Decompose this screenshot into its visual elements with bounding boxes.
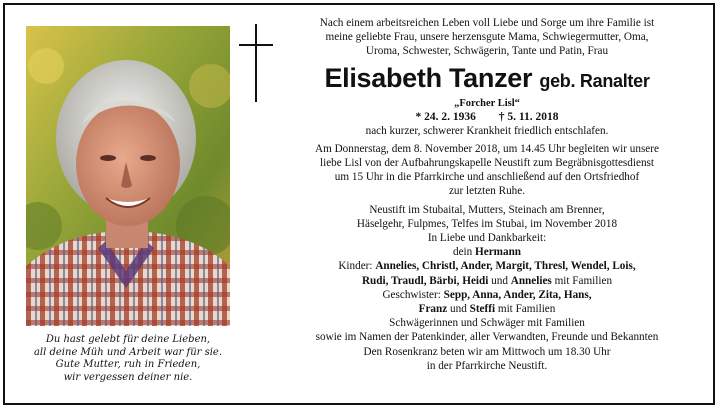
portrait-photo: [26, 26, 230, 326]
godchildren-line: sowie im Namen der Patenkinder, aller Verwandten, Freunde und Bekannten: [315, 331, 659, 344]
funeral-line: Am Donnerstag, dem 8. November 2018, um 14.45 Uhr begleiten wir unsere: [315, 142, 659, 155]
cross-icon: [239, 24, 273, 102]
notice-text: [272, 16, 702, 373]
nickname: „Forcher Lisl“: [454, 97, 520, 109]
poem-line: Du hast gelebt für deine Lieben,: [45, 334, 211, 345]
life-dates: [272, 110, 702, 124]
inlaws-line: Schwägerinnen und Schwäger mit Familien: [389, 317, 585, 330]
death-date: † 5. 11. 2018: [498, 110, 559, 123]
siblings-line: Geschwister: Sepp, Anna, Ander, Zita, Hans,: [382, 288, 592, 301]
children-line: Rudi, Traudl, Bärbi, Heidi und Annelies mit Familien: [361, 274, 613, 287]
maiden-name: geb. Ranalter: [539, 70, 650, 91]
husband-name: Hermann: [475, 246, 522, 259]
deceased-name: [272, 61, 702, 98]
children-line: Kinder: Annelies, Christl, Ander, Margit, Thresl, Wendel, Lois,: [338, 260, 636, 273]
places-line: Neustift im Stubaital, Mutters, Steinach am Brenner,: [369, 203, 605, 216]
siblings-line: Franz und Steffi mit Familien: [418, 303, 556, 316]
poem-line: wir vergessen deiner nie.: [63, 371, 193, 383]
memorial-poem: [18, 334, 238, 384]
funeral-line: um 15 Uhr in die Pfarrkirche und anschließend auf den Ortsfriedhof: [334, 171, 640, 184]
funeral-line: liebe Lisl von der Aufbahrungskapelle Neustift zum Begräbnisgottesdienst: [320, 157, 654, 170]
places-line: Häselgehr, Fulpmes, Telfes im Stubai, im November 2018: [356, 217, 618, 230]
rosary-line: in der Pfarrkirche Neustift.: [426, 359, 548, 372]
poem-line: all deine Müh und Arbeit war für sie.: [33, 346, 223, 358]
rosary-line: Den Rosenkranz beten wir am Mittwoch um 18.30 Uhr: [363, 345, 611, 358]
husband-line: dein Hermann: [452, 246, 522, 259]
intro-line: Nach einem arbeitsreichen Leben voll Liebe und Sorge um ihre Familie ist: [319, 17, 655, 29]
full-name: Elisabeth Tanzer: [324, 62, 533, 93]
funeral-line: zur letzten Ruhe.: [448, 185, 526, 198]
birth-date: * 24. 2. 1936: [415, 110, 476, 123]
intro-line: Uroma, Schwester, Schwägerin, Tante und Patin, Frau: [365, 45, 609, 58]
intro-line: meine geliebte Frau, unsere herzensgute Mama, Schwiegermutter, Oma,: [325, 31, 649, 44]
death-note: nach kurzer, schwerer Krankheit friedlich entschlafen.: [365, 124, 609, 137]
poem-line: Gute Mutter, ruh in Frieden,: [55, 359, 201, 370]
thanks-line: In Liebe und Dankbarkeit:: [427, 232, 547, 245]
